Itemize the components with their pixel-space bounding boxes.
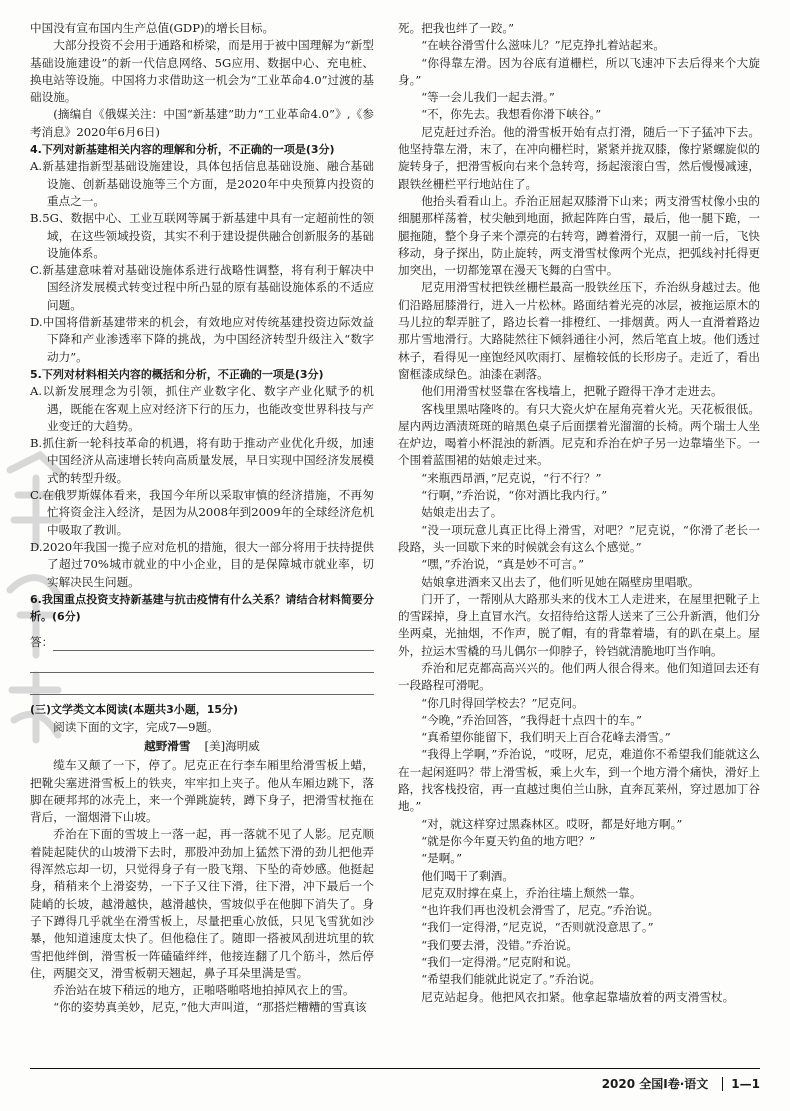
answer-line[interactable]: [30, 651, 374, 673]
story-paragraph: 姑娘走出去了。: [421, 505, 503, 520]
option-4c: C.新基建意味着对基础设施体系进行战略性调整，将有利于解决中国经济发展模式转变过程中所凸显的原有基础设施体系的不适应问题。: [30, 263, 374, 312]
story-paragraph: “今晚，”乔治回答，“我得赶十点四十的车。”: [421, 712, 642, 727]
option-4d: D.中国将借新基建带来的机会，有效地应对传统基建投资边际效益下降和产业渗透率下降的挑战，为中国经济转型升级注入“数字动力”。: [30, 315, 374, 364]
footer-rule: [30, 1068, 760, 1069]
story-paragraph: 缆车又颠了一下，停了。尼克正在行李车厢里给滑雪板上蜡，把靴尖塞进滑雪板上的铁夹，牢牢扣上夹子。他从车厢边跳下，落脚在硬邦邦的冰壳上，来一个弹跳旋转，蹲下身子，把滑雪杖拖在背后，一溜烟滑下山坡。: [30, 758, 374, 825]
story-paragraph: 乔治站在坡下稍远的地方，正啪嗒啪嗒地拍掉风衣上的雪。: [53, 983, 355, 998]
story-paragraph: “就是你今年夏天钓鱼的地方吧？”: [421, 833, 596, 848]
story-paragraph: “在峡谷滑雪什么滋味儿？”尼克挣扎着站起来。: [421, 38, 665, 53]
section-instruction: 阅读下面的文字，完成7—9题。: [53, 719, 219, 734]
story-paragraph: 姑娘拿进酒来又出去了，他们听见她在隔壁房里唱歌。: [421, 574, 700, 589]
story-paragraph: “也许我们再也没机会滑雪了，尼克。”乔治说。: [421, 903, 660, 918]
passage-paragraph: 大部分投资不会用于通路和桥梁，而是用于被中国理解为“新型基础设施建设”的新一代信息网络、5G应用、数据中心、充电桩、换电站等设施。中国将力求借助这一机会为“工业革命4.0”过渡的基础设施。: [30, 38, 374, 105]
question-5-stem: 5.下列对材料相关内容的概括和分析，不正确的一项是(3分): [30, 367, 324, 381]
passage-paragraph: 中国没有宣布国内生产总值(GDP)的增长目标。: [30, 21, 275, 35]
story-paragraph: 他们喝干了剩酒。: [421, 868, 514, 883]
story-paragraph: 门开了，一帮刚从大路那头来的伐木工人走进来，在屋里把靴子上的雪踩掉，身上直冒水汽。女招待给这帮人送来了三公升新酒，他们分坐两桌，光抽烟，不作声，脱了帽，有的背靠着墙，有的趴在桌上。屋外，拉运木雪橇的马儿偶尔一仰脖子，铃铛就清脆地叮当作响。: [398, 591, 760, 658]
story-author: [美]海明威: [204, 738, 260, 753]
story-paragraph: 他们用滑雪杖竖靠在客栈墙上，把靴子蹬得干净才走进去。: [421, 384, 723, 399]
story-paragraph: “我们一定得滑，”尼克说，“否则就没意思了。”: [421, 920, 654, 935]
option-4b: B.5G、数据中心、工业互联网等属于新基建中具有一定超前性的领域，在这些领域投资，其实不利于建设提供融合创新服务的基础设施体系。: [30, 211, 374, 260]
page-number: 1—1: [722, 1077, 760, 1091]
answer-area: [30, 629, 374, 651]
story-paragraph: “来瓶西昂酒，”尼克说，“行不行？”: [421, 470, 602, 485]
source-citation: (摘编自《俄媒关注：中国“新基建”助力“工业革命4.0”》,《参考消息》2020年6月6日): [30, 107, 374, 139]
story-paragraph: “嘿，”乔治说，“真是妙不可言。”: [421, 557, 585, 572]
story-paragraph: 尼克双肘撑在桌上，乔治往墙上颓然一靠。: [421, 885, 642, 900]
question-4-stem: 4.下列对新基建相关内容的理解和分析，不正确的一项是(3分): [30, 143, 335, 157]
answer-line[interactable]: [30, 673, 374, 695]
story-paragraph: “不，你先去。我想看你滑下峡谷。”: [421, 107, 602, 122]
left-column: [30, 20, 374, 1017]
section-heading: (三)文学类文本阅读(本题共3小题，15分): [30, 703, 239, 717]
story-paragraph: 客栈里黑咕隆咚的。有只大瓷火炉在屋角亮着火光。天花板很低。屋内两边酒渍斑斑的暗黑色桌子后面摆着光溜溜的长椅。两个瑞士人坐在炉边，喝着小杯混浊的新酒。尼克和乔治在炉子另一边靠墙坐下。一个围着蓝围裙的姑娘走过来。: [398, 401, 760, 468]
story-paragraph: “你得靠左滑。因为谷底有道栅栏，所以飞速冲下去后得来个大旋身。”: [398, 55, 760, 87]
story-paragraph: “是啊。”: [421, 851, 463, 866]
story-paragraph: “行啊，”乔治说，“你对酒比我内行。”: [421, 488, 608, 503]
story-paragraph: 尼克用滑雪杖把铁丝栅栏最高一股铁丝压下，乔治纵身越过去。他们沿路屈膝滑行，进入一片松林。路面结着光亮的冰层，被拖运原木的马儿拉的犁弄脏了，路边长着一排橙红、一排烟黄。两人一直滑着路边那片雪地滑行。大路陡然往下倾斜通往小河，然后笔直上坡。他们透过林子，看得见一座饱经风吹雨打、屋檐较低的长形房子。走近了，看出窗框漆成绿色。油漆在剥落。: [398, 280, 760, 381]
story-paragraph: “我们一定得滑。”尼克附和说。: [421, 955, 578, 970]
story-paragraph: 乔治在下面的雪坡上一落一起，再一落就不见了人影。尼克顺着陡起陡伏的山坡滑下去时，那股冲劲加上猛然下滑的劲儿把他弄得浑然忘却一切，只觉得身子有一股飞翔、下坠的奇妙感。他挺起身，稍稍来个上滑姿势，一下子又往下滑，往下滑，冲下最后一个陡峭的长坡，越滑越快，越滑越快，雪坡似乎在他脚下消失了。身子下蹲得几乎就坐在滑雪板上，尽量把重心放低，只见飞雪犹如沙暴，他知道速度太快了。但他稳住了。随即一搭被风刮进坑里的软雪把他绊倒，滑雪板一阵磕磕绊绊，他接连翻了几个筋斗，然后停住，两腿交叉，滑雪板朝天翘起，鼻子耳朵里满是雪。: [30, 827, 374, 980]
story-paragraph: 尼克赶过乔治。他的滑雪板开始有点打滑，随后一下子猛冲下去。他坚持靠左滑，末了，在冲向栅栏时，紧紧并拢双膝，像拧紧螺旋似的旋转身子，把滑雪板向右来个急转弯，扬起滚滚白雪，然后慢慢减速，跟铁丝栅栏平行地站住了。: [398, 124, 760, 191]
right-column: [398, 20, 760, 1006]
story-paragraph: “你几时得回学校去？”尼克问。: [421, 695, 584, 710]
story-paragraph: 尼克站起身。他把风衣扣紧。他拿起靠墙放着的两支滑雪杖。: [421, 989, 735, 1004]
story-paragraph: “对，就这样穿过黑森林区。哎呀，都是好地方啊。”: [421, 816, 683, 831]
story-paragraph: “你的姿势真美妙，尼克，”他大声叫道，“那搭烂糟糟的雪真该: [53, 1000, 367, 1015]
option-5d: D.2020年我国一揽子应对危机的措施，很大一部分将用于扶持提供了超过70%城市就业的中小企业，目的是保障城市就业率，切实解决民生问题。: [30, 539, 374, 589]
page-footer: [602, 1075, 760, 1092]
story-paragraph: “等一会儿我们一起去滑。”: [421, 90, 555, 105]
exam-label: 2020 全国Ⅰ卷·语文: [601, 1077, 709, 1091]
story-paragraph: “希望我们能就此说定了。”乔治说。: [421, 972, 602, 987]
option-5a: A.以新发展理念为引领，抓住产业数字化、数字产业化赋予的机遇，既能在客观上应对经济下行的压力，也能改变世界科技与产业变迁的大趋势。: [30, 384, 374, 433]
story-paragraph: “我得上学啊，”乔治说，“哎呀，尼克，难道你不希望我们能就这么在一起闲逛吗？带上滑雪板，乘上火车，到一个地方滑个痛快，滑好上路，找客栈投宿，再一直越过奥伯兰山脉，直奔瓦莱州，穿过恩加丁谷地。”: [398, 747, 760, 814]
story-title: [30, 738, 374, 755]
story-paragraph: 他抬头看看山上。乔治正屈起双膝滑下山来；两支滑雪杖像小虫的细腿那样荡着，杖尖触到地面，掀起阵阵白雪，最后，他一腿下跪，一腿拖随，整个身子来个漂亮的右转弯，蹲着滑行，双腿一前一后，飞快移动，身子探出，防止旋转，两支滑雪杖像两个光点，把弧线衬托得更加突出，一切都笼罩在漫天飞舞的白雪中。: [398, 193, 760, 278]
story-paragraph: “我们要去滑，没错。”乔治说。: [421, 937, 578, 952]
story-paragraph: “没一项玩意儿真正比得上滑雪，对吧？”尼克说，“你滑了老长一段路，头一回歇下来的时候就会有这么个感觉。”: [398, 522, 760, 554]
story-paragraph: “真希望你能留下，我们明天上百合花峰去滑雪。”: [421, 730, 671, 745]
question-6-stem: 6.我国重点投资支持新基建与抗击疫情有什么关系？请结合材料简要分析。(6分): [30, 592, 374, 624]
answer-label: 答：: [30, 635, 54, 650]
option-4a: A.新基建指新型基础设施建设，具体包括信息基础设施、融合基础设施、创新基础设施等三个方面，是2020年中央预算内投资的重点之一。: [30, 159, 374, 208]
answer-line[interactable]: [53, 629, 374, 651]
option-5b: B.抓住新一轮科技革命的机遇，将有助于推动产业优化升级，加速中国经济从高速增长转向高质量发展，早日实现中国经济发展模式的转型升级。: [30, 436, 374, 485]
story-title-text: 越野滑雪: [144, 738, 191, 753]
story-paragraph: 乔治和尼克都高高兴兴的。他们两人很合得来。他们知道回去还有一段路程可滑呢。: [398, 660, 760, 693]
option-5c: C.在俄罗斯媒体看来，我国今年所以采取审慎的经济措施，不再匆忙将资金注入经济，是因为从2008年到2009年的全球经济危机中吸取了教训。: [30, 488, 374, 537]
story-paragraph: 死。把我也绊了一跤。”: [398, 21, 515, 35]
